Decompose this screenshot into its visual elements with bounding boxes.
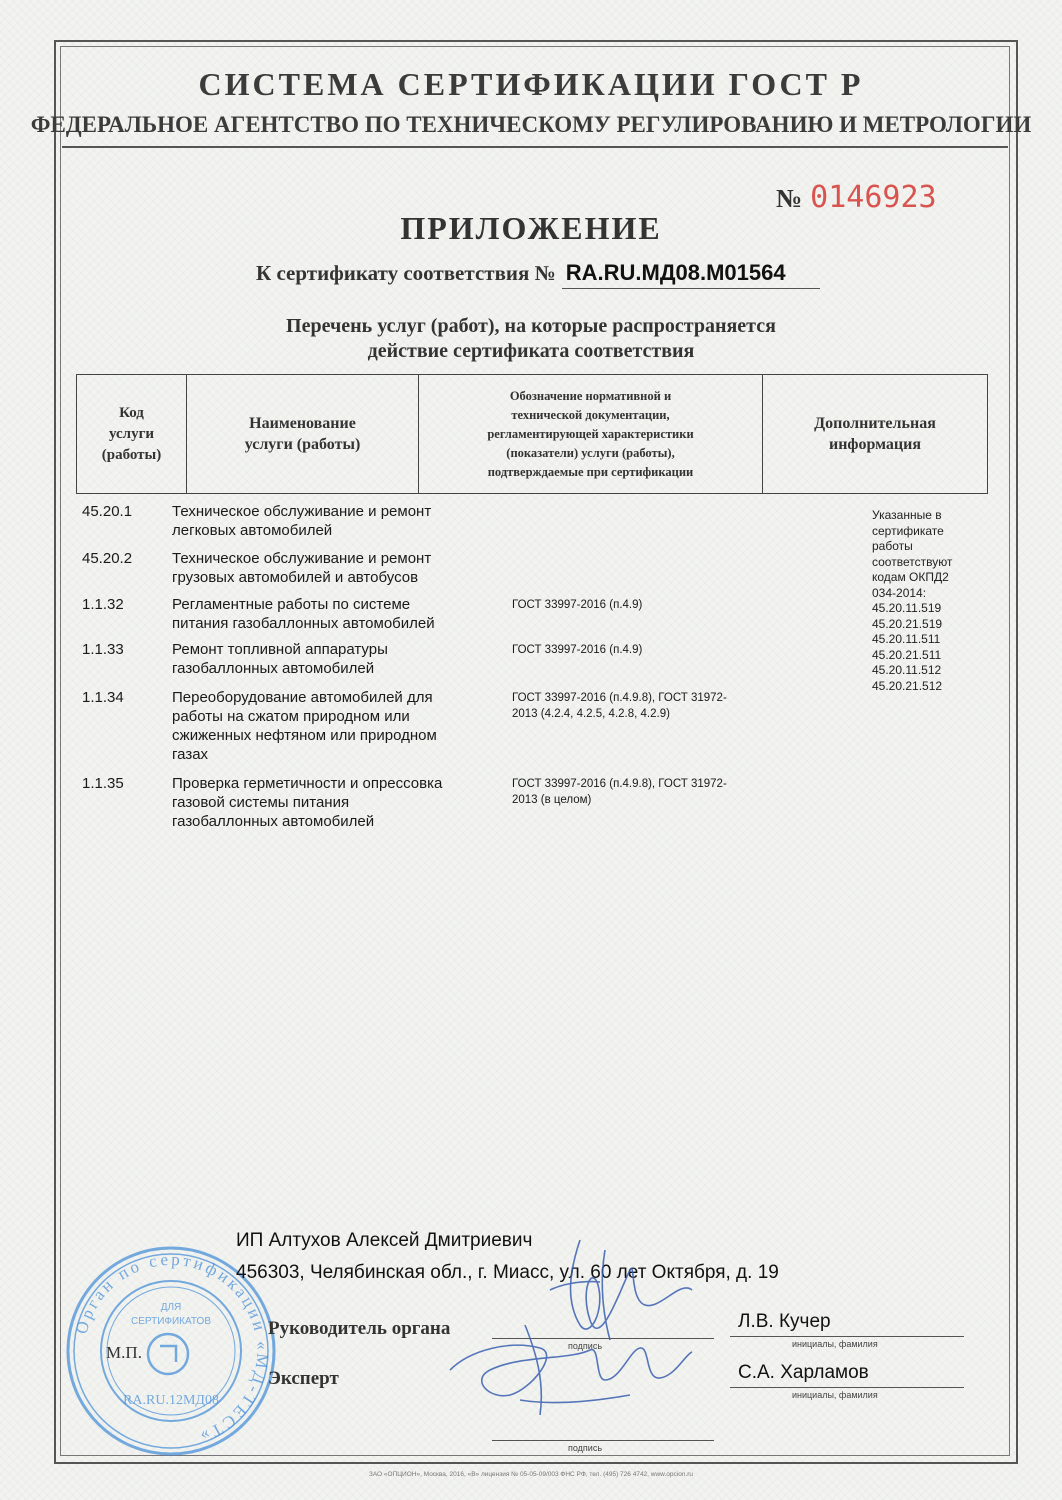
extra-info-line: Указанные в — [872, 508, 942, 522]
extra-info-line: 45.20.11.519 — [872, 601, 942, 615]
stamp-center-top: ДЛЯ — [160, 1302, 182, 1313]
head-sign-caption: подпись — [568, 1341, 603, 1351]
applicant-address: 456303, Челябинская обл., г. Миасс, ул. 60 лет Октября, д. 19 — [236, 1262, 779, 1283]
row-code: 45.20.1 — [82, 503, 133, 520]
certificate-line — [256, 260, 820, 289]
stamp-mp: М.П. — [106, 1343, 142, 1362]
stamp-ring-text: Орган по сертификации «МД-ТЕСТ» — [71, 1249, 273, 1448]
header-doc-line: технической документации, — [511, 407, 670, 422]
row-code: 45.20.2 — [82, 550, 133, 567]
row-name-line: газобаллонных автомобилей — [172, 813, 375, 830]
row-doc — [512, 597, 802, 613]
row-name-line: Переоборудование автомобилей для — [172, 689, 433, 706]
row-name-line: Проверка герметичности и опрессовка — [172, 775, 443, 792]
row-name-line: питания газобаллонных автомобилей — [172, 615, 435, 632]
extra-info-line: 45.20.11.512 — [872, 663, 942, 677]
extra-info-line: кодам ОКПД2 — [872, 570, 949, 584]
row-doc — [512, 642, 802, 658]
agency-name: ФЕДЕРАЛЬНОЕ АГЕНТСТВО ПО ТЕХНИЧЕСКОМУ РЕГУЛИРОВАНИЮ И МЕТРОЛОГИИ — [30, 112, 1032, 137]
certificate-number: RA.RU.МД08.М01564 — [562, 260, 820, 289]
extra-info-line: 45.20.21.519 — [872, 616, 943, 631]
header-code-line: Код — [119, 404, 144, 421]
row-doc-line: ГОСТ 33997-2016 (п.4.9.8), ГОСТ 31972- — [512, 692, 727, 704]
row-code: 1.1.35 — [82, 775, 124, 792]
number-sign: № — [776, 184, 803, 213]
extra-info-line: работы — [872, 539, 913, 553]
header-divider — [62, 146, 1008, 148]
row-name — [172, 549, 502, 587]
row-code: 1.1.33 — [82, 641, 124, 658]
expert-name-caption: инициалы, фамилия — [792, 1390, 878, 1400]
number-value: 0146923 — [810, 180, 937, 215]
row-name — [172, 595, 502, 633]
head-name-line — [730, 1336, 964, 1337]
header-name — [187, 375, 419, 493]
row-name — [172, 640, 502, 678]
row-name-line: газах — [172, 746, 209, 763]
row-name — [172, 688, 502, 764]
list-title-line: Перечень услуг (работ), на которые распространяется — [286, 315, 776, 337]
stamp-center-mid: СЕРТИФИКАТОВ — [130, 1316, 212, 1327]
row-doc — [512, 776, 802, 808]
row-name-line: газобаллонных автомобилей — [172, 660, 375, 677]
head-role: Руководитель органа — [268, 1318, 451, 1339]
row-name-line: Ремонт топливной аппаратуры — [172, 641, 388, 658]
head-name: Л.В. Кучер — [738, 1311, 831, 1332]
header-code — [77, 375, 187, 493]
expert-name-line — [730, 1387, 964, 1388]
row-doc — [512, 690, 802, 722]
row-name — [172, 502, 502, 540]
expert-sign-caption: подпись — [568, 1443, 603, 1453]
list-title-line: действие сертификата соответствия — [367, 340, 695, 362]
header-name-line: услуги (работы) — [244, 436, 361, 453]
header-extra-line: Дополнительная — [814, 415, 936, 432]
row-code: 1.1.34 — [82, 689, 124, 706]
row-doc-line: 2013 (4.2.4, 4.2.5, 4.2.8, 4.2.9) — [512, 708, 670, 720]
row-name-line: Техническое обслуживание и ремонт — [172, 550, 432, 567]
header-extra-line: информация — [828, 436, 922, 453]
row-name-line: сжиженных нефтяном или природном — [172, 727, 437, 744]
system-title: СИСТЕМА СЕРТИФИКАЦИИ ГОСТ Р — [198, 66, 864, 102]
row-name-line: работы на сжатом природном или — [172, 708, 410, 725]
row-name-line: газовой системы питания — [172, 794, 350, 811]
row-name — [172, 774, 502, 831]
header-doc-line: Обозначение нормативной и — [509, 388, 672, 403]
handwritten-signature — [430, 1230, 700, 1430]
print-footer: ЗАО «ОПЦИОН», Москва, 2016, «В» лицензия № 05-05-09/003 ФНС РФ, тел. (495) 726 4742, www.opcion.ru — [368, 1471, 694, 1478]
table-header — [76, 374, 988, 494]
list-title — [0, 314, 1062, 364]
header-doc-line: регламентирующей характеристики — [487, 426, 694, 441]
row-doc-line: ГОСТ 33997-2016 (п.4.9) — [512, 599, 643, 611]
header-doc-line: подтверждаемые при сертификации — [487, 464, 694, 479]
extra-info — [872, 508, 992, 694]
extra-info-line: 034-2014: — [872, 585, 927, 600]
header-name-line: Наименование — [249, 415, 356, 432]
row-name-line: Техническое обслуживание и ремонт — [172, 503, 432, 520]
appendix-title: ПРИЛОЖЕНИЕ — [400, 210, 662, 246]
row-name-line: легковых автомобилей — [172, 522, 333, 539]
extra-info-line: 45.20.21.511 — [872, 647, 942, 662]
row-code: 1.1.32 — [82, 596, 124, 613]
applicant-name: ИП Алтухов Алексей Дмитриевич — [236, 1230, 533, 1251]
row-doc-line: ГОСТ 33997-2016 (п.4.9) — [512, 644, 643, 656]
header-doc-line: (показатели) услуги (работы), — [506, 445, 675, 460]
extra-info-line: сертификате — [872, 523, 944, 538]
header-doc — [419, 375, 763, 493]
header-code-line: услуги — [108, 425, 155, 442]
row-name-line: грузовых автомобилей и автобусов — [172, 569, 419, 586]
expert-role: Эксперт — [268, 1368, 339, 1389]
expert-name: С.А. Харламов — [738, 1362, 869, 1383]
extra-info-line: 45.20.11.511 — [872, 632, 941, 646]
header-code-line: (работы) — [101, 446, 162, 463]
row-doc-line: 2013 (в целом) — [512, 794, 592, 806]
certificate-label: К сертификату соответствия № — [256, 261, 556, 285]
extra-info-line: 45.20.21.512 — [872, 678, 943, 693]
stamp-code: RA.RU.12МД08 — [123, 1393, 219, 1408]
extra-info-line: соответствуют — [872, 554, 953, 569]
row-doc-line: ГОСТ 33997-2016 (п.4.9.8), ГОСТ 31972- — [512, 778, 727, 790]
expert-sign-line — [492, 1440, 714, 1441]
header-extra — [763, 375, 987, 493]
row-name-line: Регламентные работы по системе — [172, 596, 411, 613]
head-name-caption: инициалы, фамилия — [792, 1339, 878, 1349]
